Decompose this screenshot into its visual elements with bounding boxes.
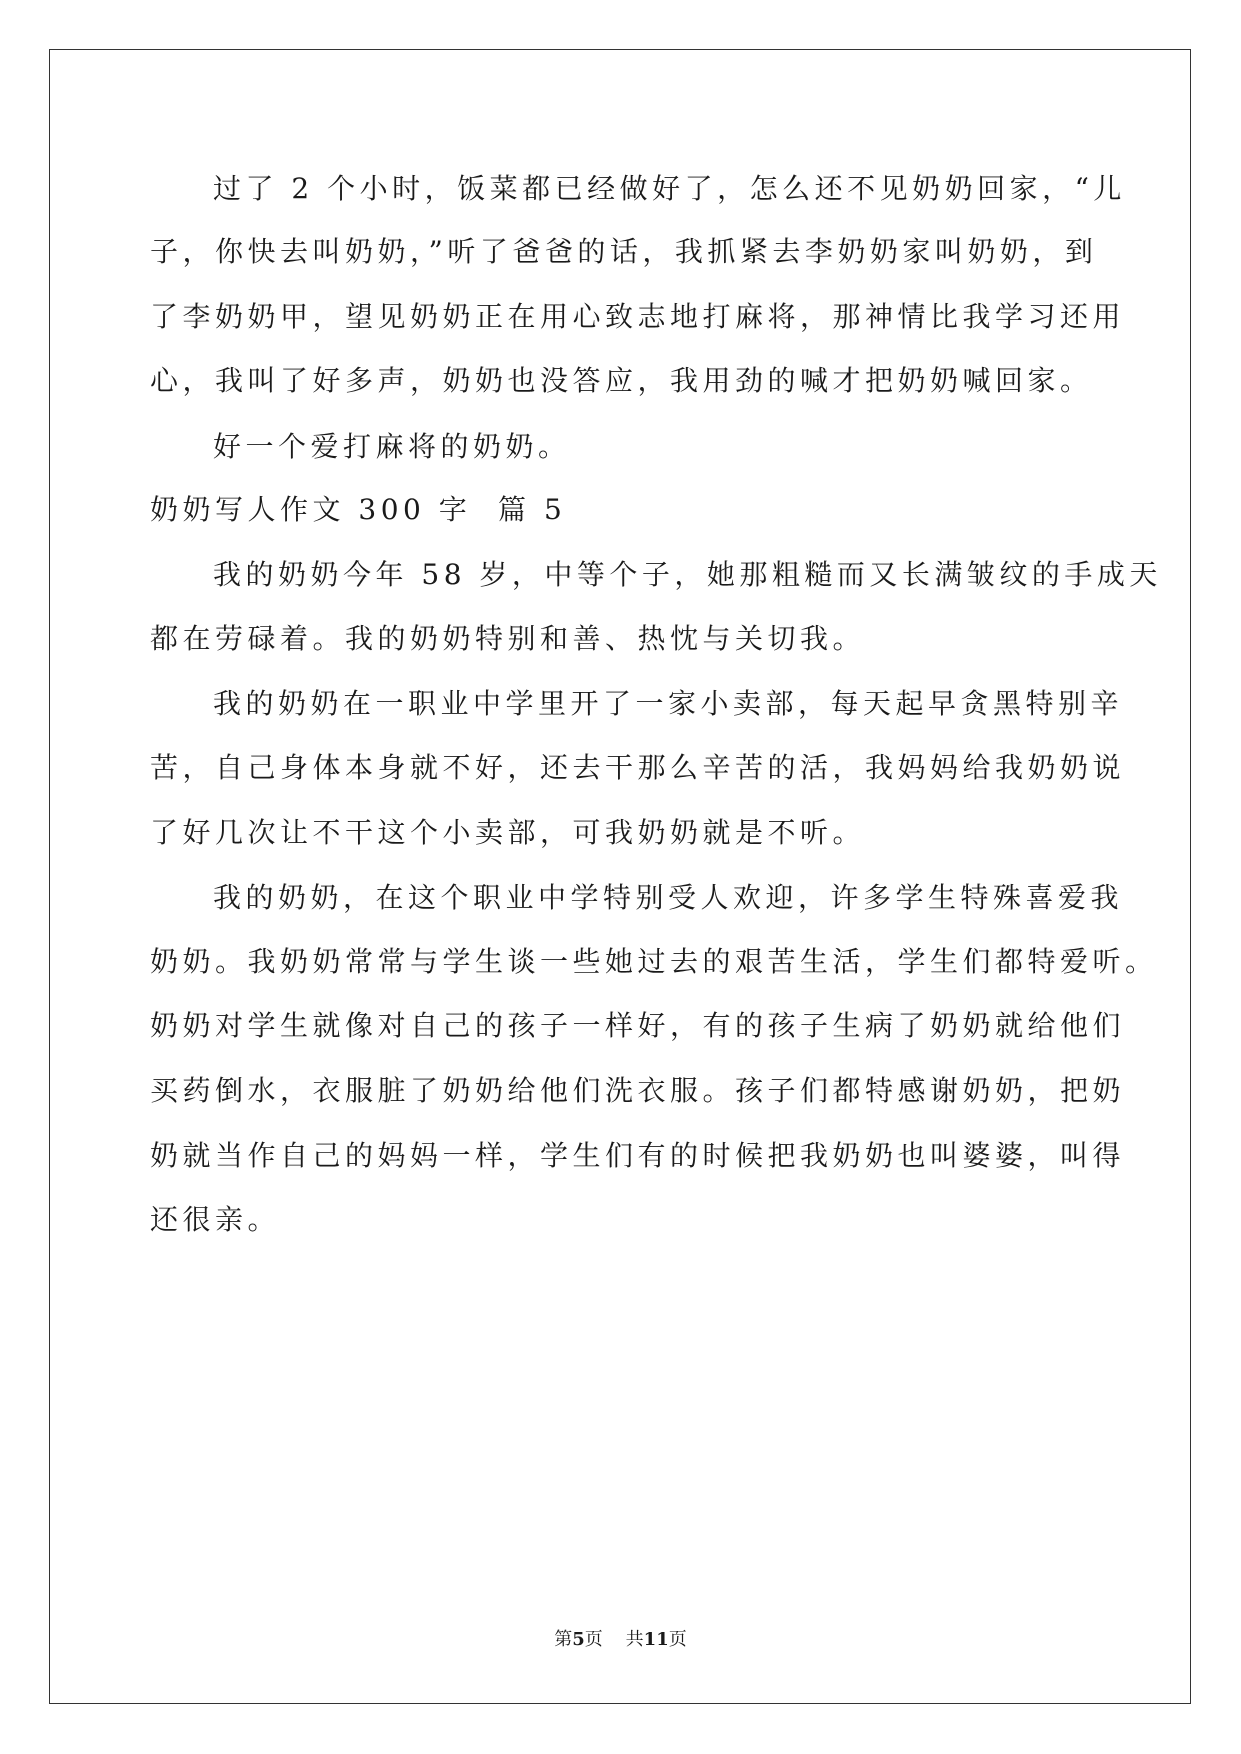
paragraph-line: 还很亲。: [150, 1203, 281, 1236]
footer-suffix: 页: [668, 1629, 687, 1650]
paragraph-line: 了李奶奶甲，望见奶奶正在用心致志地打麻将，那神情比我学习还用: [150, 300, 1126, 333]
section-heading: 奶奶写人作文 300 字 篇 5: [150, 493, 567, 526]
paragraph-line: 都在劳碌着。我的奶奶特别和善、热忱与关切我。: [150, 622, 866, 655]
paragraph-line: 好一个爱打麻将的奶奶。: [213, 430, 571, 463]
paragraph-line: 了好几次让不干这个小卖部，可我奶奶就是不听。: [150, 816, 866, 849]
footer-prefix: 第: [554, 1629, 573, 1650]
page-border: [49, 49, 1191, 1704]
paragraph-line: 苦，自己身体本身就不好，还去干那么辛苦的活，我妈妈给我奶奶说: [150, 751, 1126, 784]
footer-mid: 页 共: [584, 1629, 644, 1650]
paragraph-line: 我的奶奶今年 58 岁，中等个子，她那粗糙而又长满皱纹的手成天: [213, 558, 1162, 591]
paragraph-line: 奶就当作自己的妈妈一样，学生们有的时候把我奶奶也叫婆婆，叫得: [150, 1139, 1126, 1172]
paragraph-line: 买药倒水，衣服脏了奶奶给他们洗衣服。孩子们都特感谢奶奶，把奶: [150, 1074, 1126, 1107]
paragraph-line: 奶奶。我奶奶常常与学生谈一些她过去的艰苦生活，学生们都特爱听。: [150, 945, 1158, 978]
footer-page-number: 5: [572, 1629, 585, 1650]
paragraph-line: 我的奶奶，在这个职业中学特别受人欢迎，许多学生特殊喜爱我: [213, 881, 1124, 914]
paragraph-line: 我的奶奶在一职业中学里开了一家小卖部，每天起早贪黑特别辛: [213, 687, 1124, 720]
paragraph-line: 奶奶对学生就像对自己的孩子一样好，有的孩子生病了奶奶就给他们: [150, 1009, 1126, 1042]
paragraph-line: 子，你快去叫奶奶，”听了爸爸的话，我抓紧去李奶奶家叫奶奶，到: [150, 235, 1098, 268]
page-footer: [0, 1628, 1241, 1652]
footer-total-pages: 11: [643, 1629, 669, 1650]
paragraph-line: 过了 2 个小时，饭菜都已经做好了，怎么还不见奶奶回家，“儿: [213, 172, 1126, 205]
paragraph-line: 心，我叫了好多声，奶奶也没答应，我用劲的喊才把奶奶喊回家。: [150, 364, 1093, 397]
